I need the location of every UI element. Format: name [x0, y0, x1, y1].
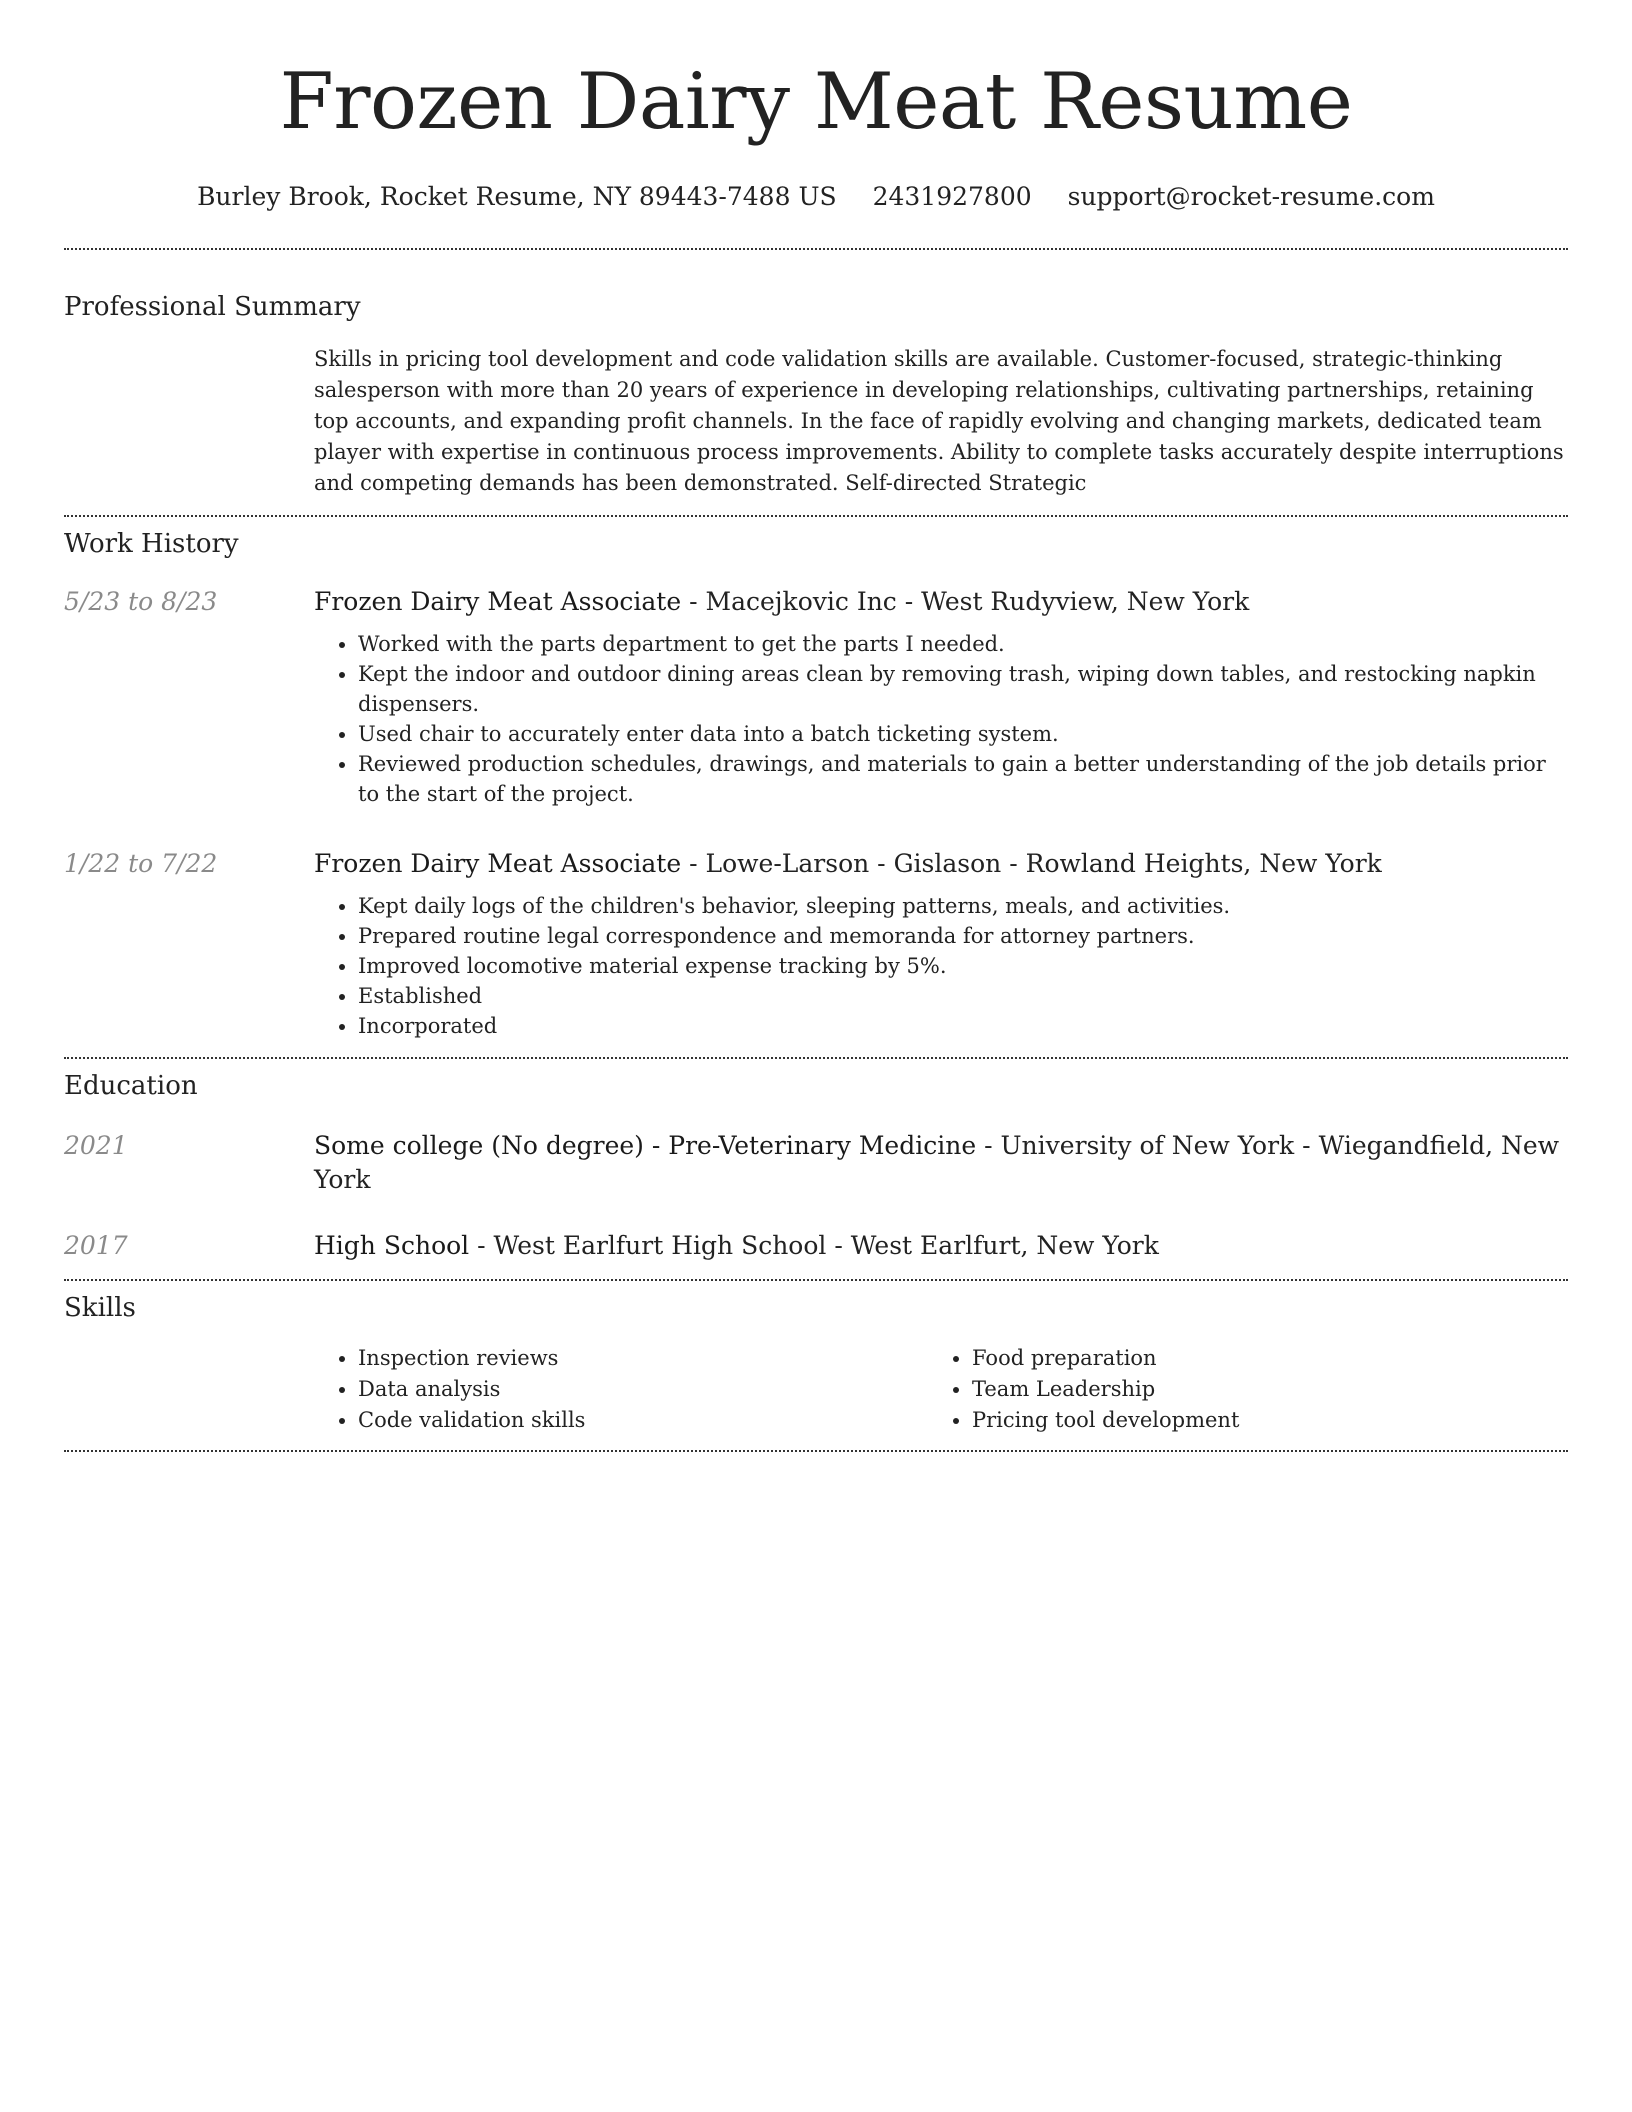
- list-item: • Improved locomotive material expense tracking by 5%.: [358, 951, 1568, 981]
- skills-column-right: [928, 1343, 1542, 1436]
- job-heading: [314, 847, 1568, 881]
- job-company: Macejkovic Inc: [705, 587, 897, 616]
- list-item: • Team Leadership: [972, 1374, 1542, 1405]
- separator: -: [1009, 849, 1026, 878]
- job-dates: 1/22 to 7/22: [64, 849, 218, 878]
- job-title: Frozen Dairy Meat Associate: [314, 849, 682, 878]
- education-school: University of New York: [1000, 1131, 1295, 1160]
- education-section: [64, 1059, 1568, 1279]
- list-item: • Reviewed production schedules, drawings, and materials to gain a better understanding of the job details prior to the start of the project.: [358, 749, 1568, 809]
- job-location: Rowland Heights, New York: [1025, 849, 1382, 878]
- separator: -: [904, 587, 922, 616]
- skills-section: [64, 1281, 1568, 1450]
- job-dates: 5/23 to 8/23: [64, 587, 218, 616]
- education-year: 2017: [64, 1231, 128, 1260]
- job-bullets: [314, 629, 1568, 809]
- education-entry: [64, 1129, 1568, 1197]
- list-item: • Incorporated: [358, 1011, 1568, 1041]
- list-item: • Food preparation: [972, 1343, 1542, 1374]
- list-item: • Used chair to accurately enter data into a batch ticketing system.: [358, 719, 1568, 749]
- list-item: • Pricing tool development: [972, 1405, 1542, 1436]
- job-bullets: [314, 891, 1568, 1041]
- section-heading-summary: Professional Summary: [64, 292, 361, 322]
- section-heading-education: Education: [64, 1071, 198, 1101]
- work-history-section: [64, 517, 1568, 1057]
- contact-email: support@rocket-resume.com: [1067, 182, 1435, 211]
- professional-summary-section: [64, 250, 1568, 515]
- list-item: • Kept daily logs of the children's behavior, sleeping patterns, meals, and activities.: [358, 891, 1568, 921]
- separator: -: [477, 1231, 494, 1260]
- summary-text: Skills in pricing tool development and code validation skills are available. Customer-focused, strategic-thinking salesperson with more than 20 years of experience in developing relationships, cultivating partnerships, retaining top accounts, and expanding profit channels. In the face of rapidly evolving and changing markets, dedicated team player with expertise in continuous process improvements. Ability to complete tasks accurately despite interruptions and competing demands has been demonstrated. Self-directed Strategic: [314, 347, 1564, 495]
- education-heading: [314, 1129, 1568, 1197]
- job-heading: [314, 585, 1568, 619]
- job-content: [314, 847, 1568, 1041]
- separator: -: [984, 1131, 1001, 1160]
- education-year: 2021: [64, 1131, 128, 1160]
- separator: -: [689, 587, 706, 616]
- separator: -: [1302, 1131, 1319, 1160]
- education-location: Wiegandfield, New York: [314, 1131, 1560, 1194]
- education-school: West Earlfurt High School: [493, 1231, 827, 1260]
- job-content: [314, 585, 1568, 809]
- list-item: • Data analysis: [358, 1374, 928, 1405]
- list-item: • Inspection reviews: [358, 1343, 928, 1374]
- list-item: • Code validation skills: [358, 1405, 928, 1436]
- skills-column-left: [314, 1343, 928, 1436]
- job-title: Frozen Dairy Meat Associate: [314, 587, 682, 616]
- job-entry: [64, 847, 1568, 1041]
- education-heading: [314, 1229, 1568, 1263]
- job-entry: [64, 585, 1568, 809]
- education-location: West Earlfurt, New York: [850, 1231, 1159, 1260]
- list-item: • Kept the indoor and outdoor dining areas clean by removing trash, wiping down tables, and restocking napkin dispensers.: [358, 659, 1568, 719]
- education-degree: High School: [314, 1231, 470, 1260]
- skills-grid: [314, 1343, 1568, 1450]
- divider: [64, 1450, 1568, 1452]
- resume-title: Frozen Dairy Meat Resume: [279, 57, 1353, 147]
- contact-line: [64, 180, 1568, 214]
- list-item: • Established: [358, 981, 1568, 1011]
- list-item: • Prepared routine legal correspondence and memoranda for attorney partners.: [358, 921, 1568, 951]
- separator: -: [689, 849, 706, 878]
- separator: -: [834, 1231, 851, 1260]
- job-company: Lowe-Larson - Gislason: [705, 849, 1002, 878]
- education-entry: [64, 1229, 1568, 1263]
- list-item: • Worked with the parts department to get the parts I needed.: [358, 629, 1568, 659]
- section-heading-skills: Skills: [64, 1293, 136, 1323]
- contact-address: Burley Brook, Rocket Resume, NY 89443-7488 US: [197, 182, 837, 211]
- education-degree: Some college (No degree) - Pre-Veterinary Medicine: [314, 1131, 977, 1160]
- section-heading-work: Work History: [64, 529, 239, 559]
- contact-phone: 2431927800: [872, 182, 1032, 211]
- job-location: West Rudyview, New York: [921, 587, 1250, 616]
